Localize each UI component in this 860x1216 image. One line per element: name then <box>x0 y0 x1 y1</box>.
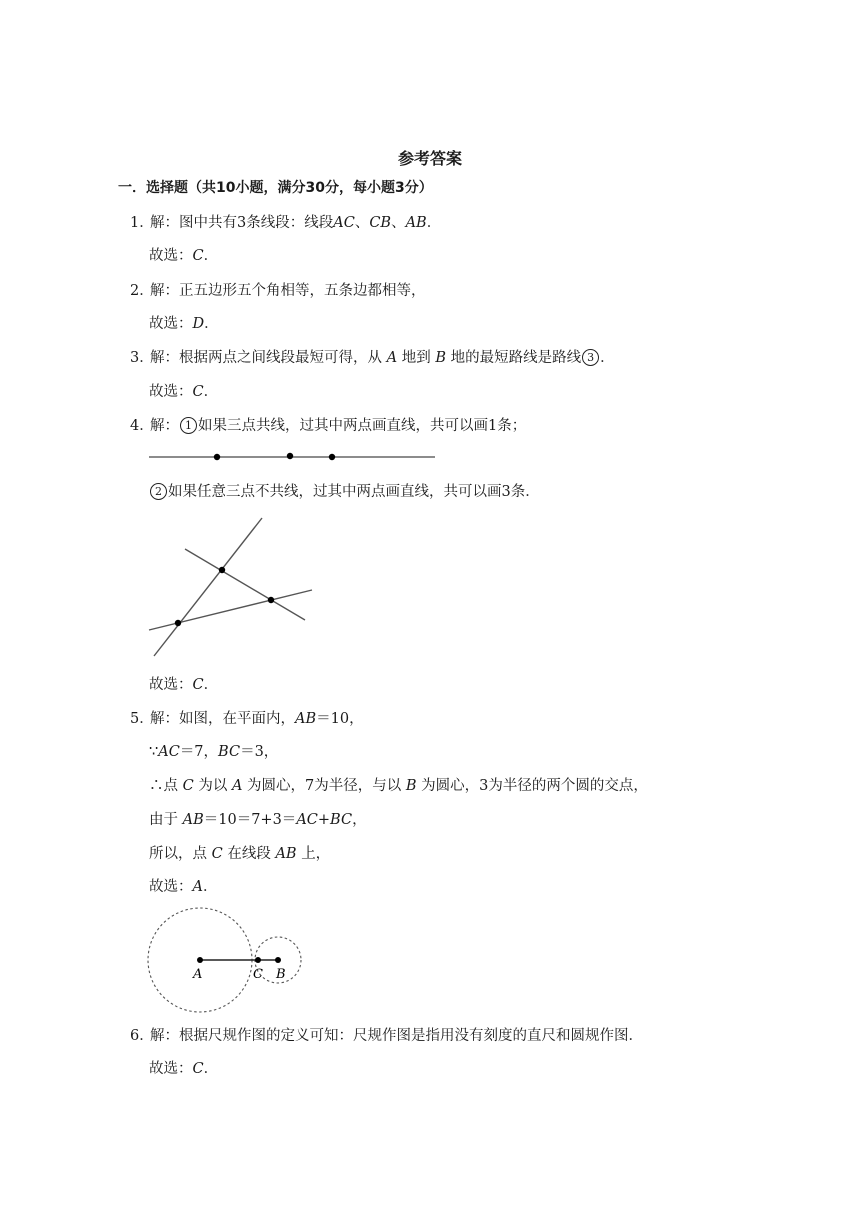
q5-text: 在线段 <box>227 846 271 862</box>
q1-number: 1． <box>130 215 154 231</box>
q3-text: 地到 <box>401 350 431 366</box>
q2-answer <box>130 281 426 301</box>
q1-answer <box>130 213 441 233</box>
q6-answer <box>130 1026 643 1046</box>
q5-text: ， <box>352 812 367 828</box>
q5-text: 为圆心，3为半径的两个圆的交点， <box>421 778 648 794</box>
segment-ab: AB <box>295 711 317 727</box>
q5-text: 解：如图，在平面内， <box>150 711 295 727</box>
q1-period: ． <box>426 215 442 231</box>
q5-text: 由于 <box>149 812 178 828</box>
q3-number: 3． <box>130 350 154 366</box>
segment-bc: BC <box>218 744 241 760</box>
choice-period: ． <box>204 316 219 332</box>
collinear-points-figure <box>140 445 440 469</box>
choice-period: ． <box>203 677 219 693</box>
q1-choice <box>149 246 218 266</box>
q5-text: ＝10＝7+3＝ <box>203 812 297 828</box>
segment-cb: CB <box>369 215 392 231</box>
q2-number: 2． <box>130 283 154 299</box>
choice-letter: A <box>192 879 203 895</box>
label-a: A <box>193 967 203 982</box>
q5-text: ＝3， <box>240 744 279 760</box>
q5-line-3 <box>149 776 648 796</box>
q5-text: 为以 <box>198 778 228 794</box>
point <box>287 453 293 459</box>
choice-label: 故选： <box>149 1061 193 1077</box>
q5-choice <box>149 877 217 897</box>
q5-text: 所以，点 <box>149 846 207 862</box>
point <box>268 597 274 603</box>
point-c: C <box>211 846 223 862</box>
choice-period: ． <box>203 248 219 264</box>
choice-period: ． <box>203 1061 219 1077</box>
q5-text: ＝10， <box>316 711 364 727</box>
q1-separator: 、 <box>391 215 406 231</box>
segment-ac: AC <box>158 744 180 760</box>
choice-label: 故选： <box>149 248 193 264</box>
point <box>175 620 181 626</box>
therefore-text: ∴点 <box>149 778 178 794</box>
q3-text: 地的最短路线是路线 <box>450 350 582 366</box>
q3-choice <box>149 382 218 402</box>
q4-answer <box>130 416 526 436</box>
segment-ab: AB <box>275 846 297 862</box>
point <box>214 454 220 460</box>
choice-letter: C <box>192 677 204 693</box>
q6-number: 6． <box>130 1028 154 1044</box>
choice-label: 故选： <box>149 384 193 400</box>
q4-choice <box>149 675 218 695</box>
page-title: 参考答案 <box>397 149 462 168</box>
q5-number: 5． <box>130 711 154 727</box>
point-a: A <box>231 778 243 794</box>
q2-text: 解：正五边形五个角相等，五条边都相等， <box>150 283 426 299</box>
q3-answer <box>130 348 615 368</box>
q5-text: 上， <box>301 846 331 862</box>
line-2 <box>185 549 305 620</box>
segment-ac: AC <box>296 812 318 828</box>
q4-number: 4． <box>130 418 154 434</box>
two-circles-figure <box>140 900 310 1020</box>
choice-letter: C <box>192 248 204 264</box>
circled-number: 3 <box>582 349 599 366</box>
q6-choice <box>149 1059 218 1079</box>
point-a <box>197 957 203 963</box>
point-b <box>275 957 281 963</box>
plus-sign: + <box>317 812 331 828</box>
segment-ac: AC <box>333 215 355 231</box>
q5-line-1 <box>130 709 364 729</box>
q5-text: ＝7， <box>179 744 219 760</box>
point-b: B <box>405 778 417 794</box>
because-symbol: ∵ <box>149 744 159 760</box>
choice-label: 故选： <box>149 316 193 332</box>
choice-letter: C <box>192 384 204 400</box>
point-c: C <box>182 778 194 794</box>
segment-ab: AB <box>405 215 427 231</box>
point-a: A <box>386 350 398 366</box>
line-1 <box>154 518 262 656</box>
circled-number: 2 <box>150 483 167 500</box>
circled-number: 1 <box>180 417 197 434</box>
choice-label: 故选： <box>149 879 193 895</box>
q4-case-2 <box>149 482 540 502</box>
choice-period: ． <box>202 879 218 895</box>
label-c: C <box>253 967 263 982</box>
q3-period: ． <box>600 350 615 366</box>
section-heading: 一．选择题（共10小题，满分30分，每小题3分） <box>118 180 433 196</box>
q4-case-2-text: 如果任意三点不共线，过其中两点画直线，共可以画3条． <box>168 484 540 500</box>
q5-line-4 <box>149 810 367 830</box>
q4-text: 解： <box>150 418 179 434</box>
segment-bc: BC <box>330 812 353 828</box>
q5-line-5 <box>149 844 330 864</box>
q5-line-2 <box>149 742 278 762</box>
q1-text: 解：图中共有3条线段：线段 <box>150 215 334 231</box>
point-c <box>255 957 261 963</box>
point <box>329 454 335 460</box>
choice-letter: D <box>192 316 205 332</box>
q1-separator: 、 <box>354 215 370 231</box>
q3-text: 解：根据两点之间线段最短可得，从 <box>150 350 382 366</box>
choice-label: 故选： <box>149 677 193 693</box>
point-b: B <box>435 350 446 366</box>
noncollinear-lines-figure <box>140 510 320 660</box>
choice-period: ． <box>203 384 219 400</box>
label-b: B <box>276 967 286 982</box>
q2-choice <box>149 314 219 334</box>
q4-case-1: 如果三点共线，过其中两点画直线，共可以画1条； <box>198 418 527 434</box>
segment-ab: AB <box>182 812 204 828</box>
choice-letter: C <box>192 1061 204 1077</box>
q5-text: 为圆心，7为半径，与以 <box>247 778 402 794</box>
q6-text: 解：根据尺规作图的定义可知：尺规作图是指用没有刻度的直尺和圆规作图． <box>150 1028 643 1044</box>
point <box>219 567 225 573</box>
